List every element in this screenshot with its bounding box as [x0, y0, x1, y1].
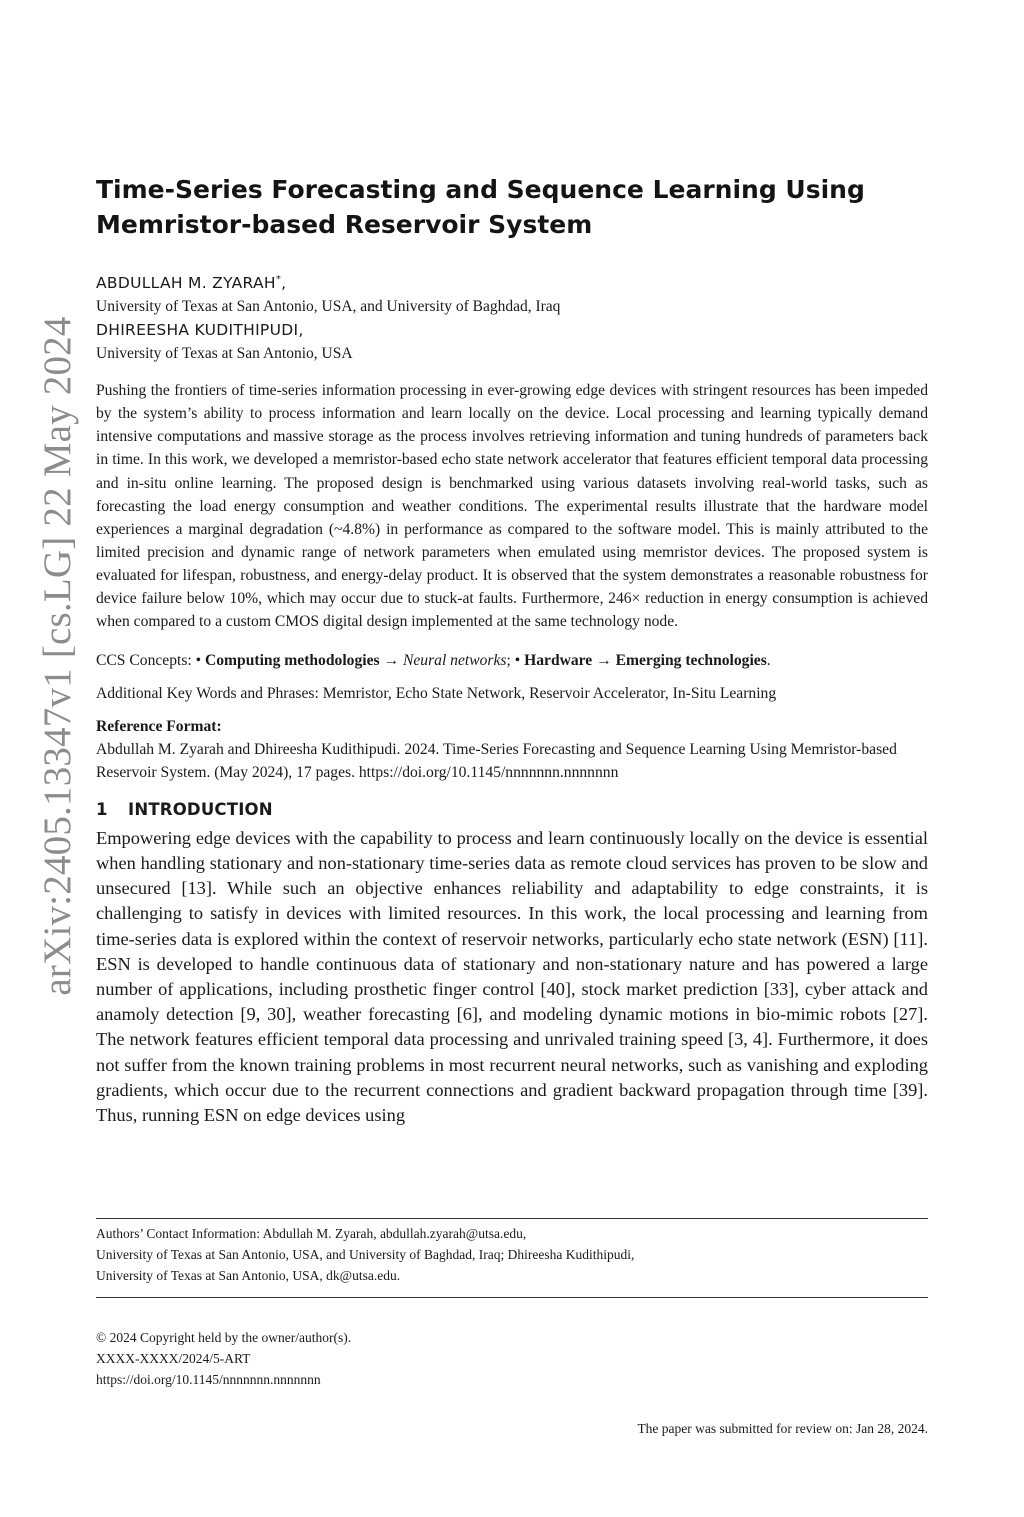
introduction-paragraph: Empowering edge devices with the capability to process and learn continuously locally on the device is essential when handling stationary and non-stationary time-series data as remote cloud services has proven to be slow and unsecured [13]. While such an objective enhances reliability and adaptability to edge constraints, it is challenging to satisfy in devices with limited resources. In this work, the local processing and learning from time-series data is explored within the context of reservoir networks, particularly echo state network (ESN) [11]. ESN is developed to handle continuous data of stationary and non-stationary nature and has powered a large number of applications, including prosthetic finger control [40], stock market prediction [33], cyber attack and anamoly detection [9, 30], weather forecasting [6], and modeling dynamic motions in bio-mimic robots [27]. The network features efficient temporal data processing and unrivaled training speed [3, 4]. Furthermore, it does not suffer from the known training problems in most recurrent neural networks, such as vanishing and exploding gradients, which occur due to the recurrent connections and gradient backward propagation through time [39]. Thus, running ESN on edge devices using [96, 827, 928, 1126]
author-name-text: ABDULLAH M. ZYARAH [96, 274, 276, 293]
ccs-end: . [766, 651, 771, 669]
copyright-block [96, 1297, 928, 1390]
ccs-separator: ; [506, 651, 515, 669]
footnote-line: University of Texas at San Antonio, USA, dk@utsa.edu. [96, 1268, 401, 1283]
section-number: 1 [96, 799, 108, 819]
author-affiliation: University of Texas at San Antonio, USA, and University of Baghdad, Iraq [96, 298, 561, 316]
reference-format [96, 715, 928, 784]
ccs-bullet: • [195, 651, 205, 669]
paper-title: Time-Series Forecasting and Sequence Learning Using Memristor-based Reservoir System [96, 175, 865, 239]
author-block-1 [96, 268, 928, 318]
submission-note: The paper was submitted for review on: Jan 28, 2024. [637, 1421, 928, 1436]
author-name [96, 319, 928, 342]
author-contact-footnote [96, 1218, 928, 1286]
arxiv-identifier: arXiv:2405.13347v1 [cs.LG] 22 May 2024 [36, 316, 79, 996]
reference-format-text: Abdullah M. Zyarah and Dhireesha Kudithipudi. 2024. Time-Series Forecasting and Sequence Learning Using Memristor-based Reservoir System. (May 2024), 17 pages. https://doi.org/10.1145/nnnnnnn.nnnnnnn [96, 740, 897, 781]
abstract: Pushing the frontiers of time-series information processing in ever-growing edge devices with stringent resources has been impeded by the system’s ability to process information and learn locally on the device. Local processing and learning typically demand intensive computations and massive storage as the process involves retrieving information and tuning hundreds of parameters back in time. In this work, we developed a memristor-based echo state network accelerator that features efficient temporal data processing and in-situ online learning. The proposed design is benchmarked using various datasets involving real-world tasks, such as forecasting the load energy consumption and weather conditions. The experimental results illustrate that the hardware model experiences a marginal degradation (~4.8%) in performance as compared to the software model. This is mainly attributed to the limited precision and dynamic range of network parameters when emulated using memristor devices. The proposed system is evaluated for lifespan, robustness, and energy-delay product. It is observed that the system demonstrates a reasonable robustness for device failure below 10%, which may occur due to stuck-at faults. Furthermore, 246× reduction in energy consumption is achieved when compared to a custom CMOS digital design implemented at the same technology node. [96, 382, 928, 631]
ccs-arrow: → [379, 651, 403, 669]
author-affiliation: University of Texas at San Antonio, USA [96, 345, 353, 363]
copyright-line: © 2024 Copyright held by the owner/author(s). [96, 1330, 352, 1345]
reference-format-label: Reference Format: [96, 717, 222, 735]
ccs-item-2-sub: Emerging technologies [615, 651, 767, 669]
paper-page [96, 172, 928, 1147]
section-heading [96, 798, 928, 822]
section-title: INTRODUCTION [128, 799, 273, 819]
ccs-item-2: Hardware [524, 651, 593, 669]
ccs-item-1: Computing methodologies [205, 651, 380, 669]
ccs-item-1-sub: Neural networks [402, 651, 507, 669]
author-block-2 [96, 319, 928, 365]
ccs-arrow: → [592, 651, 616, 669]
ccs-label: CCS Concepts: [96, 651, 196, 669]
author-name-text: DHIREESHA KUDITHIPUDI [96, 321, 299, 340]
copyright-line: https://doi.org/10.1145/nnnnnnn.nnnnnnn [96, 1372, 321, 1387]
ccs-concepts [96, 649, 928, 672]
author-marker: * [275, 274, 282, 285]
footnote-line: Authors’ Contact Information: Abdullah M. Zyarah, abdullah.zyarah@utsa.edu, [96, 1226, 527, 1241]
ccs-bullet: • [514, 651, 525, 669]
copyright-line: XXXX-XXXX/2024/5-ART [96, 1351, 251, 1366]
author-name [96, 268, 928, 295]
keywords: Additional Key Words and Phrases: Memristor, Echo State Network, Reservoir Accelerator, In-Situ Learning [96, 684, 777, 702]
author-name-suffix: , [298, 321, 304, 340]
footnote-line: University of Texas at San Antonio, USA, and University of Baghdad, Iraq; Dhireesha Kudithipudi, [96, 1247, 635, 1262]
author-name-suffix: , [281, 274, 287, 293]
